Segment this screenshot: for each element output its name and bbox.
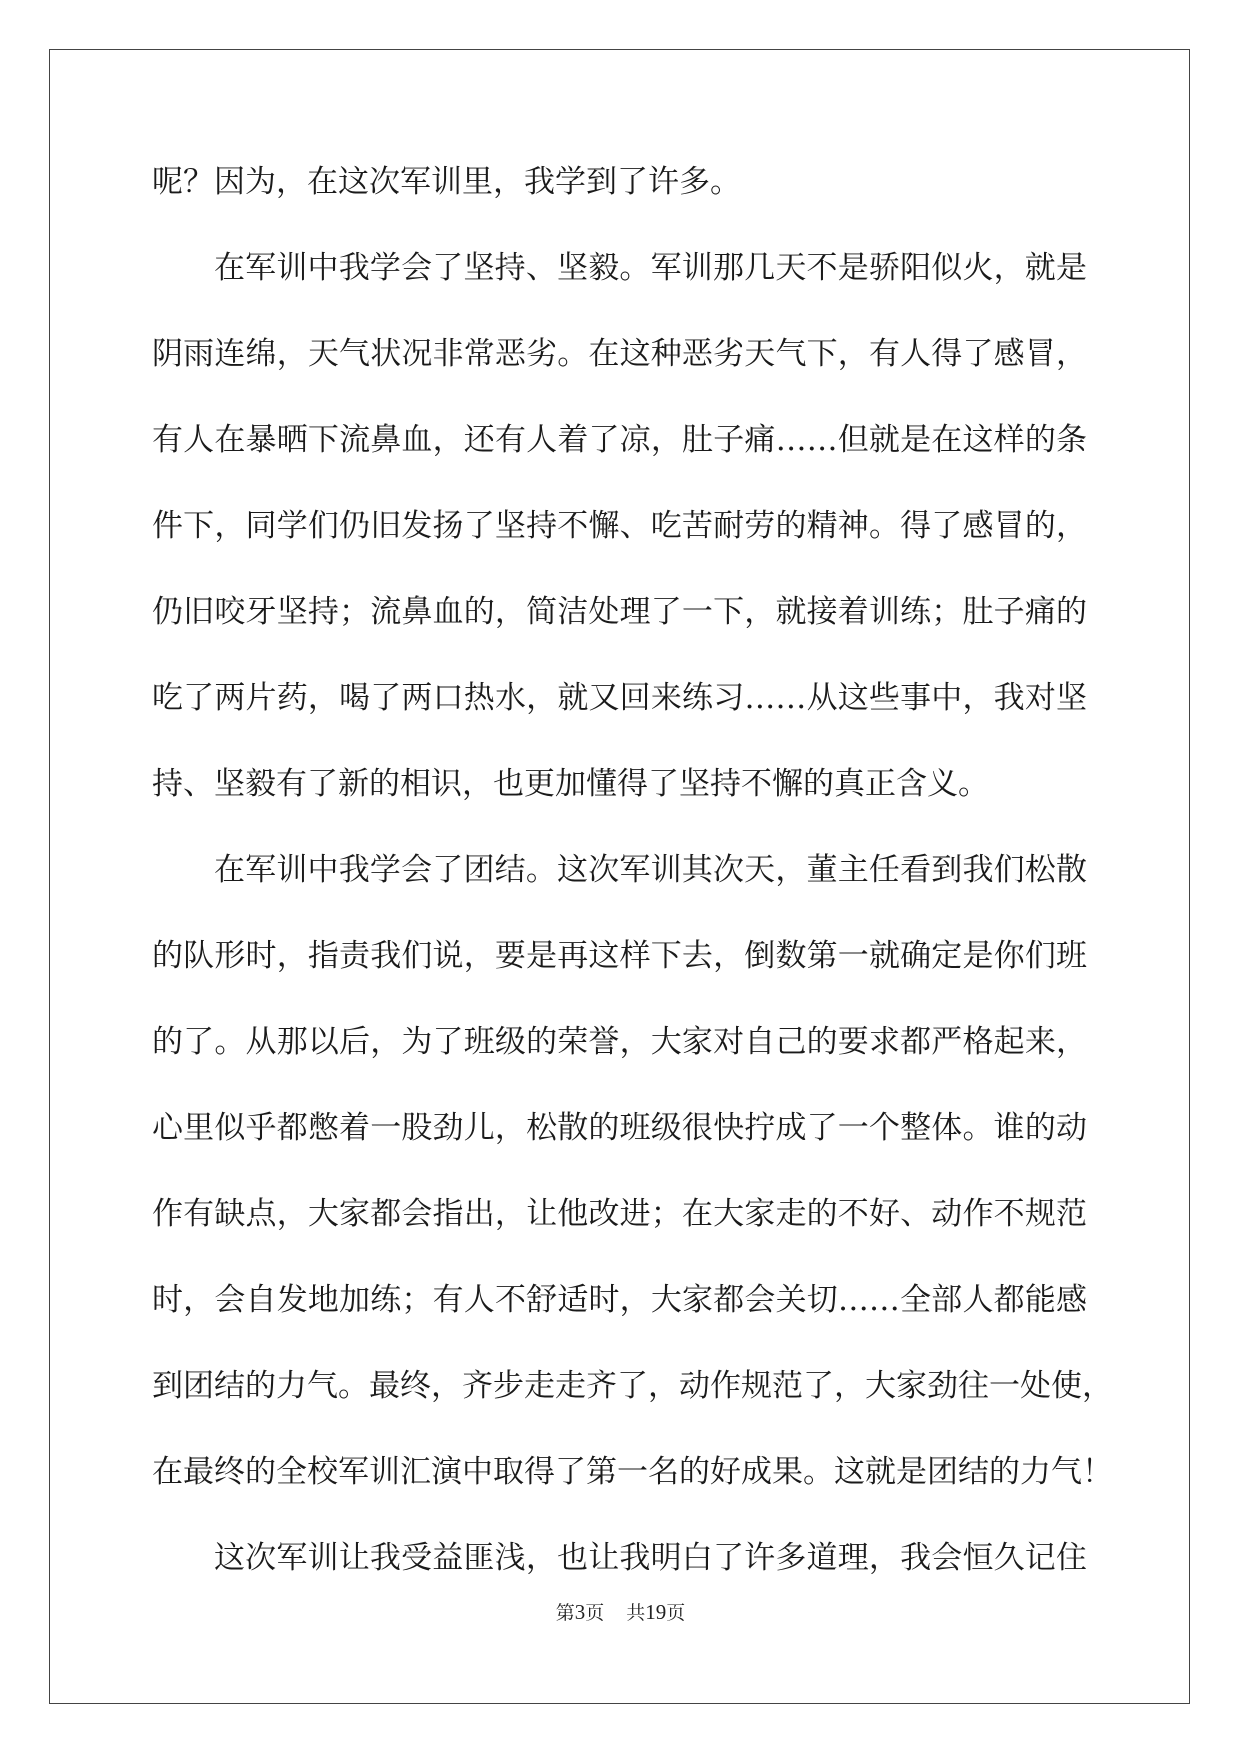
text-line: 件下，同学们仍旧发扬了坚持不懈、吃苦耐劳的精神。得了感冒的， — [152, 508, 1087, 544]
text-line: 作有缺点，大家都会指出，让他改进；在大家走的不好、动作不规范 — [152, 1196, 1087, 1232]
total-prefix: 共 — [626, 1602, 646, 1624]
text-line: 心里似乎都憋着一股劲儿，松散的班级很快拧成了一个整体。谁的动 — [152, 1110, 1087, 1146]
text-line: 在最终的全校军训汇演中取得了第一名的好成果。这就是团结的力气！ — [152, 1454, 1113, 1490]
page-number: 3 — [574, 1600, 586, 1624]
text-line: 时，会自发地加练；有人不舒适时，大家都会关切……全部人都能感 — [152, 1282, 1087, 1318]
text-line: 的队形时，指责我们说，要是再这样下去，倒数第一就确定是你们班 — [152, 938, 1087, 974]
page-footer — [0, 1598, 1241, 1625]
text-line: 仍旧咬牙坚持；流鼻血的，简洁处理了一下，就接着训练；肚子痛的 — [152, 594, 1087, 630]
text-line: 阴雨连绵，天气状况非常恶劣。在这种恶劣天气下，有人得了感冒， — [152, 336, 1087, 372]
total-suffix: 页 — [666, 1602, 686, 1624]
page-suffix: 页 — [585, 1602, 605, 1624]
text-line: 的了。从那以后，为了班级的荣誉，大家对自己的要求都严格起来， — [152, 1024, 1087, 1060]
text-line: 持、坚毅有了新的相识，也更加懂得了坚持不懈的真正含义。 — [152, 766, 989, 802]
document-body — [152, 162, 1113, 1624]
text-line: 在军训中我学会了坚持、坚毅。军训那几天不是骄阳似火，就是 — [214, 250, 1087, 286]
text-line: 到团结的力气。最终，齐步走走齐了，动作规范了，大家劲往一处使， — [152, 1368, 1113, 1404]
total-pages: 19 — [645, 1600, 667, 1624]
text-line: 在军训中我学会了团结。这次军训其次天，董主任看到我们松散 — [214, 852, 1087, 888]
text-line: 呢？因为，在这次军训里，我学到了许多。 — [152, 164, 741, 200]
text-line: 有人在暴晒下流鼻血，还有人着了凉，肚子痛……但就是在这样的条 — [152, 422, 1087, 458]
page-prefix: 第 — [555, 1602, 575, 1624]
text-line: 这次军训让我受益匪浅，也让我明白了许多道理，我会恒久记住 — [214, 1540, 1087, 1576]
text-line: 吃了两片药，喝了两口热水，就又回来练习……从这些事中，我对坚 — [152, 680, 1087, 716]
